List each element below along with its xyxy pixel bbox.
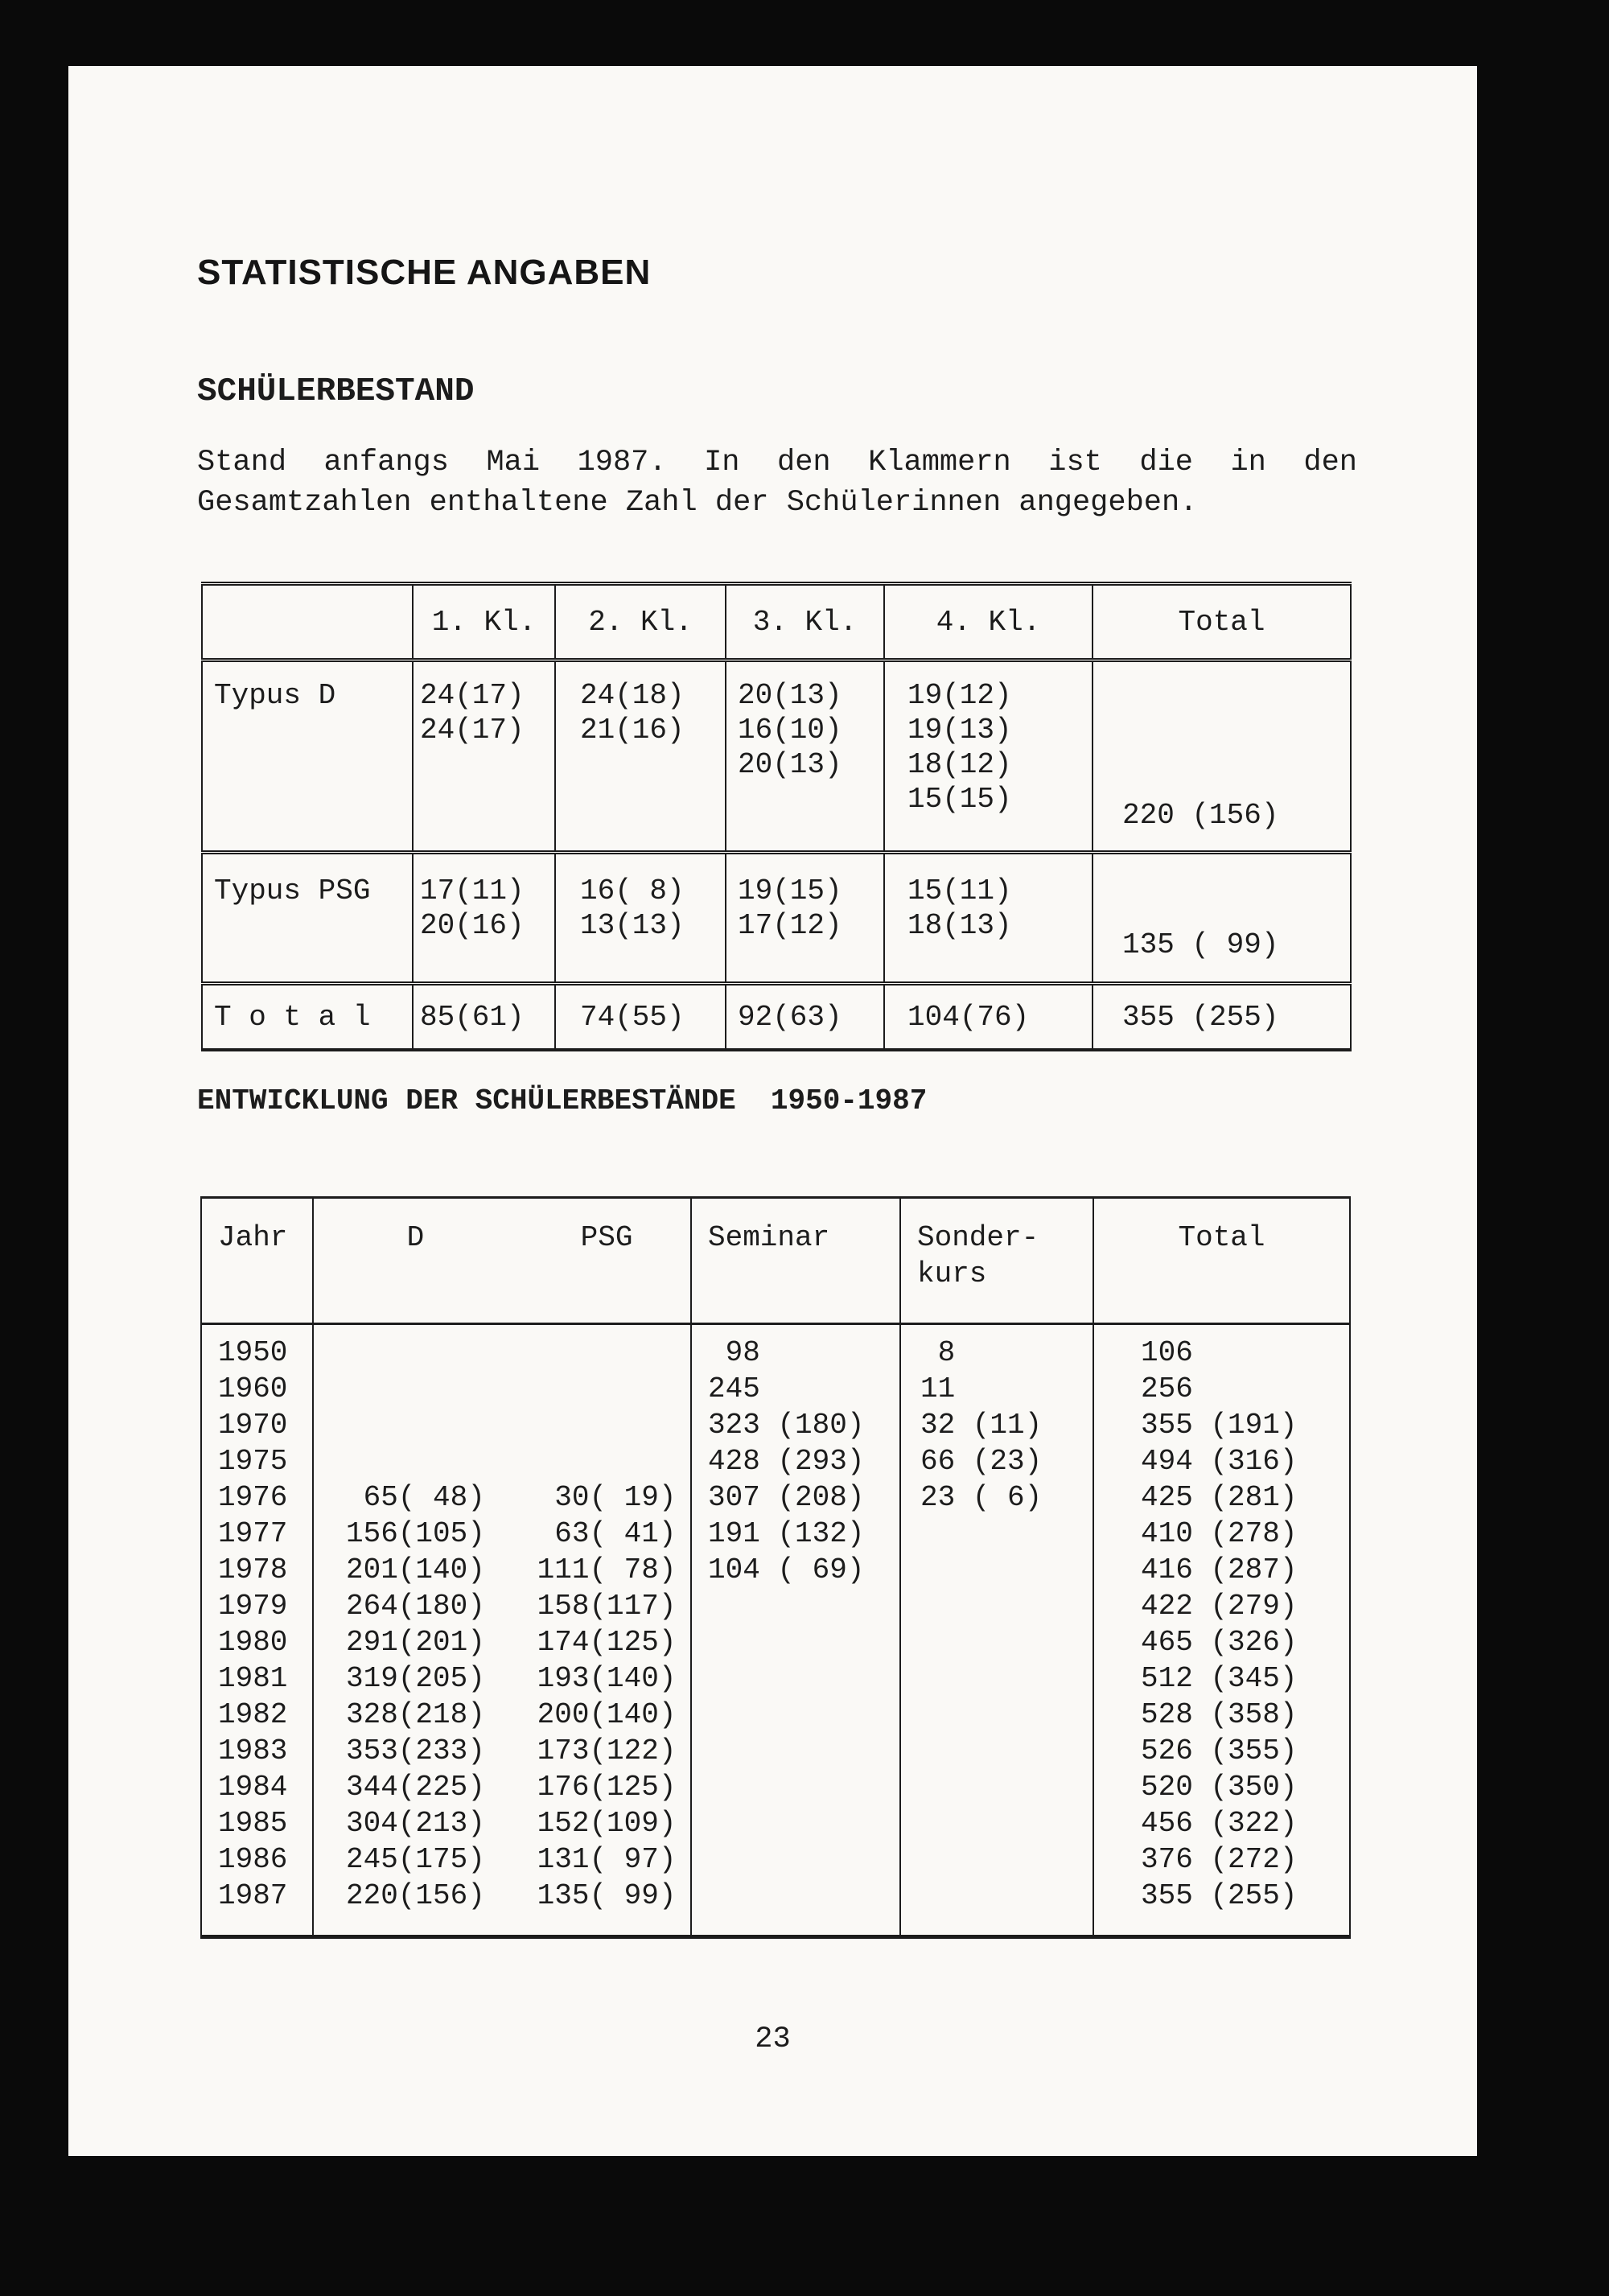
- cell-total: 410 (278): [1093, 1516, 1350, 1552]
- cell-jahr: 1960: [218, 1372, 288, 1405]
- intro-line-1: Stand anfangs Mai 1987. In den Klammern ist die in den: [197, 446, 1357, 479]
- cell-seminar: [691, 1733, 900, 1769]
- cell-sonderkurs: [900, 1769, 1093, 1805]
- cell-kl1: 85(61): [413, 984, 555, 1051]
- table2-row: [201, 1479, 1350, 1516]
- cell-d-psg: 291(201) 174(125): [313, 1624, 691, 1660]
- table2-row: [201, 1371, 1350, 1407]
- page-title: STATISTISCHE ANGABEN: [197, 253, 652, 292]
- cell-total: 355 (255): [1093, 1878, 1350, 1937]
- cell-kl2: 16( 8) 13(13): [555, 853, 726, 984]
- table2-row: [201, 1407, 1350, 1443]
- cell-d-psg: [313, 1324, 691, 1372]
- cell-sonderkurs: [900, 1841, 1093, 1878]
- cell-jahr: 1950: [218, 1336, 288, 1369]
- table1-header-kl2: 2. Kl.: [555, 584, 726, 660]
- cell-d-psg: [313, 1443, 691, 1479]
- cell-kl3: 19(15) 17(12): [726, 853, 884, 984]
- cell-total: 220 (156): [1093, 660, 1351, 853]
- cell-total: 355 (191): [1093, 1407, 1350, 1443]
- row-label: T o t a l: [214, 1000, 371, 1034]
- page-number: 23: [755, 2022, 791, 2056]
- section1-title: SCHÜLERBESTAND: [197, 373, 475, 410]
- cell-sonderkurs: 66 (23): [900, 1443, 1093, 1479]
- cell-kl4: 104(76): [884, 984, 1093, 1051]
- row-label: Typus PSG: [214, 874, 371, 907]
- cell-kl1: 24(17) 24(17): [413, 660, 555, 853]
- cell-total: 355 (255): [1093, 984, 1351, 1051]
- cell-seminar: 98: [691, 1324, 900, 1372]
- cell-jahr: 1980: [218, 1626, 288, 1659]
- cell-d-psg: 344(225) 176(125): [313, 1769, 691, 1805]
- cell-total: 376 (272): [1093, 1841, 1350, 1878]
- table2-row: [201, 1588, 1350, 1624]
- table2-header-d-psg: [313, 1198, 691, 1324]
- cell-jahr: 1978: [218, 1553, 288, 1586]
- cell-seminar: [691, 1660, 900, 1697]
- table2-header-psg: PSG: [580, 1221, 633, 1254]
- table1-row-total: [202, 984, 1351, 1051]
- table1-row-typus-psg: [202, 853, 1351, 984]
- cell-sonderkurs: [900, 1660, 1093, 1697]
- cell-seminar: [691, 1588, 900, 1624]
- cell-d-psg: [313, 1371, 691, 1407]
- table2-row: [201, 1878, 1350, 1937]
- table2-row: [201, 1324, 1350, 1372]
- table1-header-kl4: 4. Kl.: [884, 584, 1093, 660]
- cell-seminar: [691, 1878, 900, 1937]
- cell-sonderkurs: [900, 1552, 1093, 1588]
- cell-jahr: 1979: [218, 1590, 288, 1623]
- cell-jahr: 1970: [218, 1409, 288, 1442]
- table2-header-total: Total: [1093, 1198, 1350, 1324]
- cell-sonderkurs: [900, 1516, 1093, 1552]
- cell-d-psg: 353(233) 173(122): [313, 1733, 691, 1769]
- cell-sonderkurs: [900, 1624, 1093, 1660]
- cell-jahr: 1976: [218, 1481, 288, 1514]
- cell-d-psg: [313, 1407, 691, 1443]
- table2-row: [201, 1805, 1350, 1841]
- cell-total: 520 (350): [1093, 1769, 1350, 1805]
- table2-header-seminar: Seminar: [691, 1198, 900, 1324]
- table2-row: [201, 1733, 1350, 1769]
- cell-jahr: 1982: [218, 1698, 288, 1731]
- cell-total: 425 (281): [1093, 1479, 1350, 1516]
- cell-seminar: 428 (293): [691, 1443, 900, 1479]
- intro-line-2: Gesamtzahlen enthaltene Zahl der Schülerinnen angegeben.: [197, 486, 1198, 520]
- cell-total: 416 (287): [1093, 1552, 1350, 1588]
- intro-paragraph: [197, 442, 1357, 523]
- cell-sonderkurs: [900, 1805, 1093, 1841]
- cell-d-psg: 65( 48) 30( 19): [313, 1479, 691, 1516]
- cell-total: 465 (326): [1093, 1624, 1350, 1660]
- cell-d-psg: 220(156) 135( 99): [313, 1878, 691, 1937]
- table1-header-row: [202, 584, 1351, 660]
- cell-seminar: 323 (180): [691, 1407, 900, 1443]
- cell-kl3: 20(13) 16(10) 20(13): [726, 660, 884, 853]
- cell-sonderkurs: [900, 1878, 1093, 1937]
- cell-total: 494 (316): [1093, 1443, 1350, 1479]
- cell-seminar: 245: [691, 1371, 900, 1407]
- table1-header-empty: [202, 584, 413, 660]
- cell-sonderkurs: [900, 1588, 1093, 1624]
- row-label: Typus D: [214, 679, 336, 712]
- cell-kl3: 92(63): [726, 984, 884, 1051]
- cell-total: 528 (358): [1093, 1697, 1350, 1733]
- cell-total: 422 (279): [1093, 1588, 1350, 1624]
- cell-jahr: 1981: [218, 1662, 288, 1695]
- cell-sonderkurs: [900, 1697, 1093, 1733]
- table2-header-d: D: [406, 1221, 425, 1254]
- section2-title: ENTWICKLUNG DER SCHÜLERBESTÄNDE 1950-1987: [197, 1084, 928, 1117]
- cell-sonderkurs: 23 ( 6): [900, 1479, 1093, 1516]
- cell-total: 106: [1093, 1324, 1350, 1372]
- cell-seminar: 191 (132): [691, 1516, 900, 1552]
- cell-d-psg: 156(105) 63( 41): [313, 1516, 691, 1552]
- cell-jahr: 1985: [218, 1807, 288, 1840]
- cell-kl4: 15(11) 18(13): [884, 853, 1093, 984]
- cell-kl4: 19(12) 19(13) 18(12) 15(15): [884, 660, 1093, 853]
- table2-row: [201, 1841, 1350, 1878]
- cell-total: 135 ( 99): [1093, 853, 1351, 984]
- table2-row: [201, 1516, 1350, 1552]
- cell-seminar: [691, 1624, 900, 1660]
- cell-total: 512 (345): [1093, 1660, 1350, 1697]
- document-page: [68, 66, 1477, 2156]
- cell-jahr: 1986: [218, 1843, 288, 1876]
- cell-d-psg: 245(175) 131( 97): [313, 1841, 691, 1878]
- cell-seminar: 104 ( 69): [691, 1552, 900, 1588]
- cell-kl2: 74(55): [555, 984, 726, 1051]
- cell-seminar: [691, 1769, 900, 1805]
- table1-header-total: Total: [1093, 584, 1351, 660]
- cell-sonderkurs: 8: [900, 1324, 1093, 1372]
- table2-row: [201, 1769, 1350, 1805]
- schuelerbestand-table: [201, 582, 1352, 1051]
- cell-jahr: 1984: [218, 1771, 288, 1804]
- table2-row: [201, 1660, 1350, 1697]
- cell-d-psg: 201(140) 111( 78): [313, 1552, 691, 1588]
- cell-jahr: 1977: [218, 1517, 288, 1550]
- cell-seminar: [691, 1697, 900, 1733]
- table2-header-sonderkurs: Sonder- kurs: [900, 1198, 1093, 1324]
- cell-total: 526 (355): [1093, 1733, 1350, 1769]
- cell-jahr: 1987: [218, 1879, 288, 1912]
- table2-header-jahr: Jahr: [218, 1221, 288, 1254]
- cell-kl1: 17(11) 20(16): [413, 853, 555, 984]
- cell-d-psg: 328(218) 200(140): [313, 1697, 691, 1733]
- table1-header-kl3: 3. Kl.: [726, 584, 884, 660]
- table1-header-kl1: 1. Kl.: [413, 584, 555, 660]
- cell-jahr: 1975: [218, 1445, 288, 1478]
- cell-total: 256: [1093, 1371, 1350, 1407]
- table1-row-typus-d: [202, 660, 1351, 853]
- cell-sonderkurs: 11: [900, 1371, 1093, 1407]
- cell-jahr: 1983: [218, 1734, 288, 1767]
- cell-seminar: 307 (208): [691, 1479, 900, 1516]
- table2-header-row: [201, 1198, 1350, 1324]
- cell-d-psg: 319(205) 193(140): [313, 1660, 691, 1697]
- table2-row: [201, 1443, 1350, 1479]
- cell-kl2: 24(18) 21(16): [555, 660, 726, 853]
- cell-d-psg: 264(180) 158(117): [313, 1588, 691, 1624]
- entwicklung-table: [200, 1196, 1351, 1939]
- cell-sonderkurs: [900, 1733, 1093, 1769]
- table2-row: [201, 1624, 1350, 1660]
- cell-total: 456 (322): [1093, 1805, 1350, 1841]
- cell-seminar: [691, 1805, 900, 1841]
- table2-row: [201, 1552, 1350, 1588]
- cell-seminar: [691, 1841, 900, 1878]
- table2-row: [201, 1697, 1350, 1733]
- cell-sonderkurs: 32 (11): [900, 1407, 1093, 1443]
- cell-d-psg: 304(213) 152(109): [313, 1805, 691, 1841]
